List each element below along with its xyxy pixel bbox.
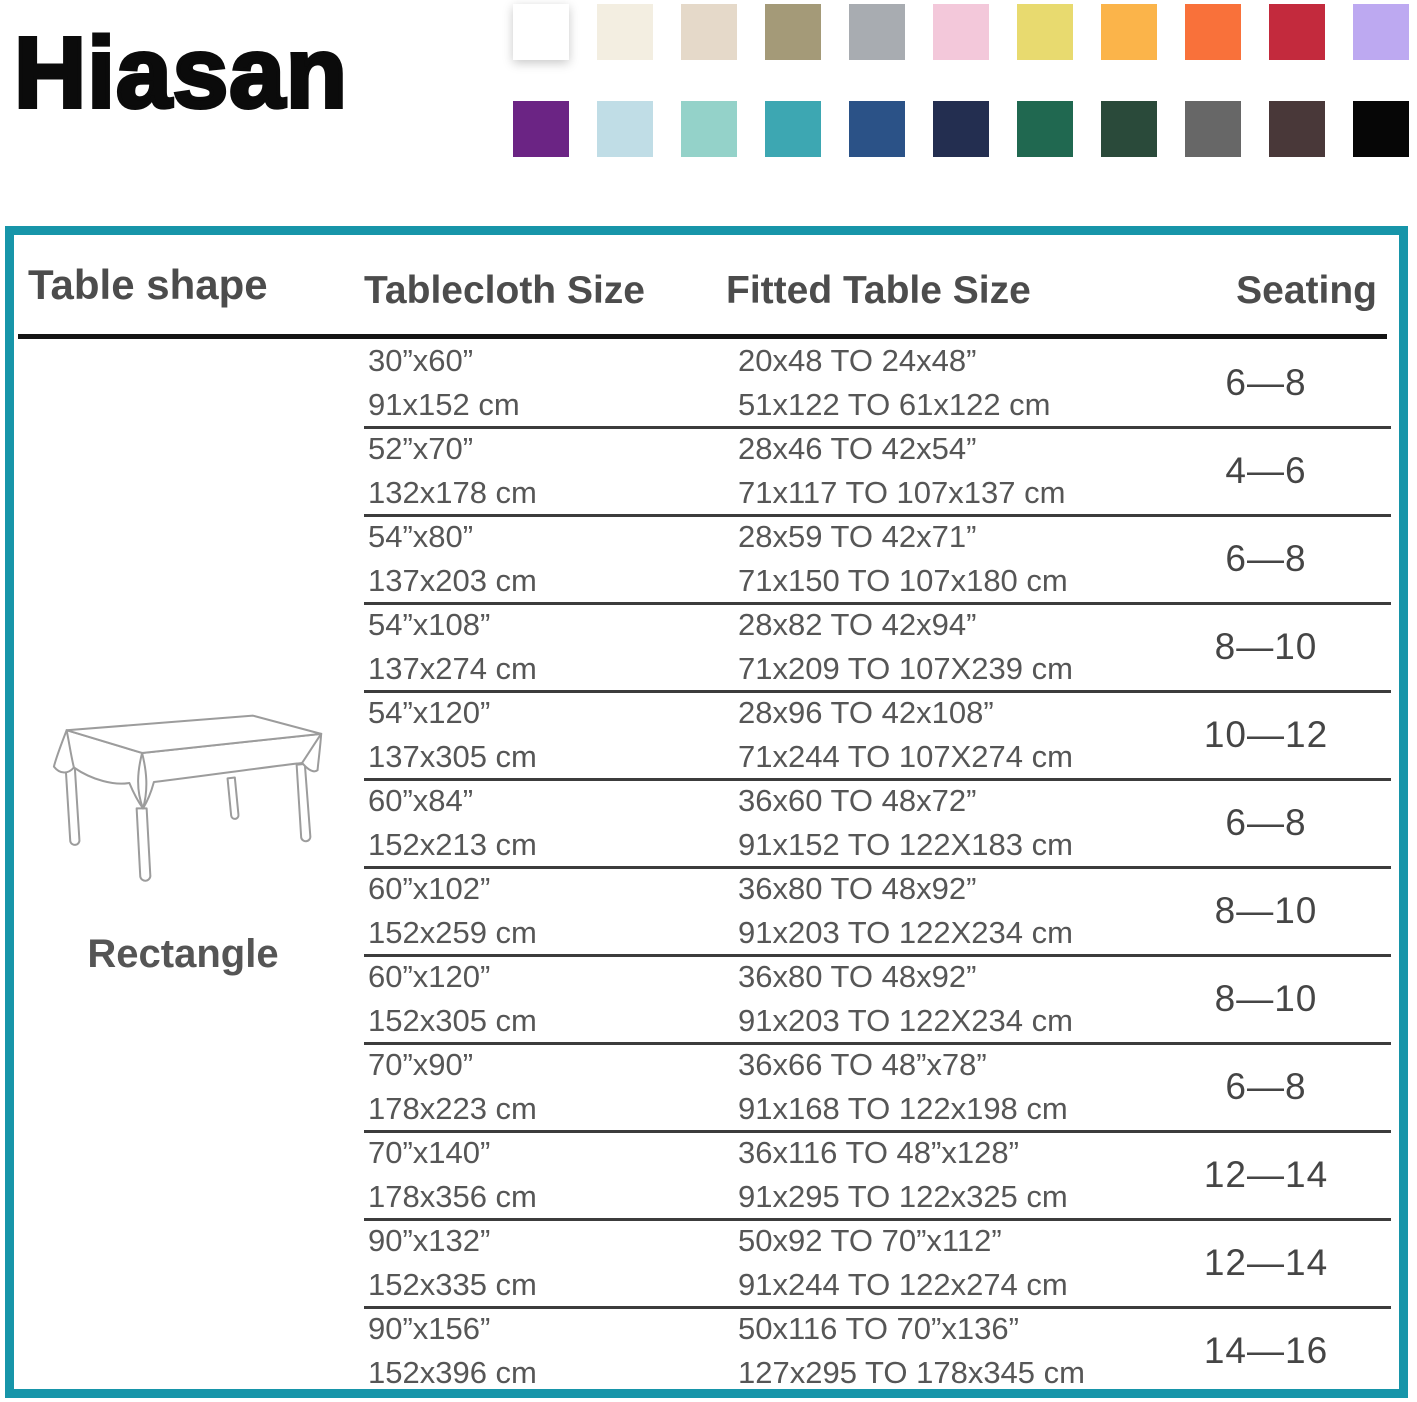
tablecloth-size-cm: 152x259 cm — [368, 915, 537, 950]
color-swatch-teal — [765, 101, 821, 157]
color-swatch-purple — [513, 101, 569, 157]
color-swatch-grid — [513, 4, 1409, 157]
size-chart-header — [14, 235, 1399, 335]
tablecloth-size-cm: 91x152 cm — [368, 387, 520, 422]
fitted-size-inches: 36x80 TO 48x92” — [738, 871, 977, 906]
seating-cell: 12—14 — [1203, 1154, 1329, 1195]
color-swatch-dark-grey — [1185, 101, 1241, 157]
fitted-table-size-cell — [738, 1307, 1166, 1395]
seating-cell: 6—8 — [1225, 538, 1307, 579]
color-swatch-orange — [1185, 4, 1241, 60]
fitted-size-cm: 91x295 TO 122x325 cm — [738, 1179, 1068, 1214]
tablecloth-size-cm: 137x305 cm — [368, 739, 537, 774]
color-swatch-lavender — [1353, 4, 1409, 60]
fitted-table-size-cell — [738, 955, 1166, 1043]
fitted-size-inches: 28x96 TO 42x108” — [738, 695, 994, 730]
color-swatch-green — [1017, 101, 1073, 157]
tablecloth-size-cm: 137x203 cm — [368, 563, 537, 598]
size-chart-row — [352, 779, 1391, 867]
seating-cell: 6—8 — [1225, 1066, 1307, 1107]
size-chart-row — [352, 603, 1391, 691]
tablecloth-size-inches: 60”x84” — [368, 783, 474, 818]
size-chart-row — [352, 1131, 1391, 1219]
size-chart-row — [352, 1043, 1391, 1131]
fitted-table-size-cell — [738, 1131, 1166, 1219]
size-chart-row — [352, 955, 1391, 1043]
tablecloth-size-inches: 90”x156” — [368, 1311, 491, 1346]
size-chart-row — [352, 515, 1391, 603]
seating-cell: 8—10 — [1214, 978, 1318, 1019]
column-header-tablecloth-size: Tablecloth Size — [364, 269, 645, 312]
tablecloth-size-cell — [352, 427, 738, 515]
color-swatch-light-blue — [597, 101, 653, 157]
color-swatch-dark-navy — [933, 101, 989, 157]
color-swatch-black — [1353, 101, 1409, 157]
tablecloth-size-cm: 152x396 cm — [368, 1355, 537, 1390]
fitted-size-cm: 71x117 TO 107x137 cm — [738, 475, 1066, 510]
seating-cell: 8—10 — [1214, 890, 1318, 931]
tablecloth-size-cell — [352, 603, 738, 691]
tablecloth-size-cell — [352, 1043, 738, 1131]
fitted-size-inches: 28x46 TO 42x54” — [738, 431, 977, 466]
tablecloth-size-cm: 178x356 cm — [368, 1179, 537, 1214]
color-swatch-dark-green — [1101, 101, 1157, 157]
color-swatch-beige — [681, 4, 737, 60]
fitted-size-cm: 71x209 TO 107X239 cm — [738, 651, 1073, 686]
tablecloth-size-cell — [352, 779, 738, 867]
fitted-table-size-cell — [738, 339, 1166, 427]
fitted-size-inches: 28x59 TO 42x71” — [738, 519, 977, 554]
tablecloth-size-inches: 60”x102” — [368, 871, 491, 906]
tablecloth-size-cell — [352, 1219, 738, 1307]
color-swatch-white — [513, 4, 569, 60]
column-header-table-shape: Table shape — [28, 261, 268, 308]
fitted-size-cm: 127x295 TO 178x345 cm — [738, 1355, 1085, 1390]
column-header-fitted-table-size: Fitted Table Size — [726, 269, 1031, 312]
color-swatch-brown — [1269, 101, 1325, 157]
tablecloth-size-cell — [352, 867, 738, 955]
fitted-size-cm: 91x203 TO 122X234 cm — [738, 1003, 1073, 1038]
fitted-size-inches: 36x60 TO 48x72” — [738, 783, 977, 818]
fitted-table-size-cell — [738, 691, 1166, 779]
fitted-table-size-cell — [738, 779, 1166, 867]
size-chart-row — [352, 867, 1391, 955]
fitted-table-size-cell — [738, 427, 1166, 515]
tablecloth-size-inches: 90”x132” — [368, 1223, 491, 1258]
tablecloth-size-cm: 178x223 cm — [368, 1091, 537, 1126]
fitted-table-size-cell — [738, 867, 1166, 955]
size-chart-table — [5, 226, 1408, 1398]
fitted-size-inches: 28x82 TO 42x94” — [738, 607, 977, 642]
color-swatch-yellow — [1017, 4, 1073, 60]
seating-cell: 6—8 — [1225, 362, 1307, 403]
size-chart-row — [352, 339, 1391, 427]
tablecloth-size-cell — [352, 955, 738, 1043]
size-chart-row — [352, 1307, 1391, 1395]
seating-cell: 6—8 — [1225, 802, 1307, 843]
tablecloth-size-inches: 70”x140” — [368, 1135, 491, 1170]
fitted-table-size-cell — [738, 603, 1166, 691]
column-header-seating: Seating — [1236, 269, 1377, 312]
color-swatch-khaki — [765, 4, 821, 60]
color-swatch-grey — [849, 4, 905, 60]
color-swatch-ivory — [597, 4, 653, 60]
table-shape-cell — [14, 339, 352, 1389]
fitted-table-size-cell — [738, 515, 1166, 603]
fitted-size-inches: 36x80 TO 48x92” — [738, 959, 977, 994]
color-swatch-red — [1269, 4, 1325, 60]
fitted-size-cm: 51x122 TO 61x122 cm — [738, 387, 1051, 422]
tablecloth-size-inches: 52”x70” — [368, 431, 474, 466]
seating-cell: 14—16 — [1203, 1330, 1329, 1371]
fitted-size-cm: 91x168 TO 122x198 cm — [738, 1091, 1068, 1126]
color-swatch-aqua — [681, 101, 737, 157]
brand-logo: Hiasan — [14, 17, 348, 129]
size-chart-rows — [352, 339, 1399, 1389]
color-swatch-gold — [1101, 4, 1157, 60]
tablecloth-size-inches: 60”x120” — [368, 959, 491, 994]
fitted-size-inches: 36x66 TO 48”x78” — [738, 1047, 987, 1082]
size-chart-row — [352, 1219, 1391, 1307]
fitted-table-size-cell — [738, 1219, 1166, 1307]
size-chart-row — [352, 427, 1391, 515]
tablecloth-size-cm: 132x178 cm — [368, 475, 537, 510]
shape-label: Rectangle — [87, 932, 279, 976]
tablecloth-size-cell — [352, 339, 738, 427]
tablecloth-size-inches: 54”x108” — [368, 607, 491, 642]
color-swatch-navy-blue — [849, 101, 905, 157]
color-swatch-pink — [933, 4, 989, 60]
seating-cell: 12—14 — [1203, 1242, 1329, 1283]
fitted-size-inches: 50x92 TO 70”x112” — [738, 1223, 1002, 1258]
rectangle-table-illustration — [33, 691, 333, 884]
tablecloth-size-cell — [352, 1131, 738, 1219]
fitted-size-cm: 71x150 TO 107x180 cm — [738, 563, 1068, 598]
tablecloth-size-cell — [352, 1307, 738, 1395]
tablecloth-size-cm: 137x274 cm — [368, 651, 537, 686]
fitted-size-inches: 50x116 TO 70”x136” — [738, 1311, 1019, 1346]
fitted-table-size-cell — [738, 1043, 1166, 1131]
tablecloth-size-inches: 54”x80” — [368, 519, 474, 554]
fitted-size-inches: 36x116 TO 48”x128” — [738, 1135, 1019, 1170]
tablecloth-size-cell — [352, 691, 738, 779]
fitted-size-cm: 91x203 TO 122X234 cm — [738, 915, 1073, 950]
seating-cell: 4—6 — [1225, 450, 1307, 491]
seating-cell: 8—10 — [1214, 626, 1318, 667]
tablecloth-size-cm: 152x335 cm — [368, 1267, 537, 1302]
tablecloth-size-inches: 70”x90” — [368, 1047, 474, 1082]
seating-cell: 10—12 — [1203, 714, 1329, 755]
size-chart-body — [14, 339, 1399, 1389]
tablecloth-size-cell — [352, 515, 738, 603]
tablecloth-size-inches: 54”x120” — [368, 695, 491, 730]
fitted-size-cm: 91x244 TO 122x274 cm — [738, 1267, 1068, 1302]
tablecloth-size-inches: 30”x60” — [368, 343, 474, 378]
tablecloth-size-cm: 152x305 cm — [368, 1003, 537, 1038]
fitted-size-cm: 91x152 TO 122X183 cm — [738, 827, 1073, 862]
fitted-size-cm: 71x244 TO 107X274 cm — [738, 739, 1073, 774]
tablecloth-size-cm: 152x213 cm — [368, 827, 537, 862]
fitted-size-inches: 20x48 TO 24x48” — [738, 343, 977, 378]
size-chart-row — [352, 691, 1391, 779]
